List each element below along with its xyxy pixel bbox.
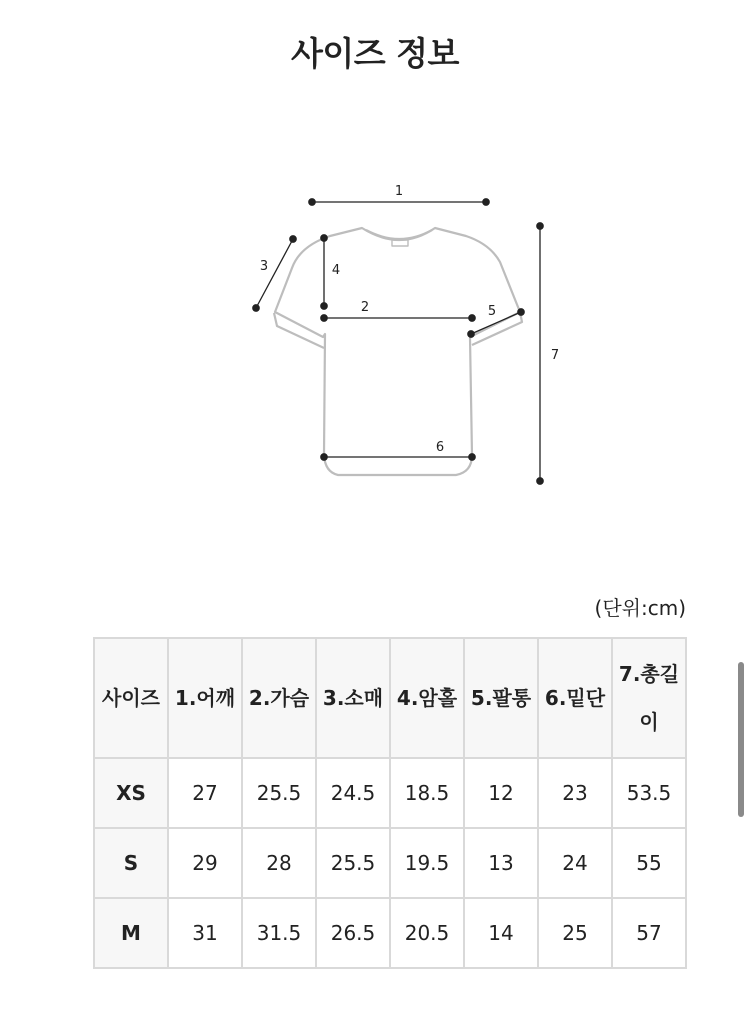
table-cell: 20.5	[390, 898, 464, 968]
table-cell: 23	[538, 758, 612, 828]
table-cell: 25.5	[242, 758, 316, 828]
page-title: 사이즈 정보	[291, 34, 459, 73]
header-sleeve: 3.소매	[316, 638, 390, 758]
header-total-length: 7.총길이	[612, 638, 686, 758]
table-cell: 25.5	[316, 828, 390, 898]
table-row	[94, 758, 686, 828]
table-cell: 53.5	[612, 758, 686, 828]
header-chest: 2.가슴	[242, 638, 316, 758]
scrollbar[interactable]	[738, 662, 744, 817]
unit-note: (단위:cm)	[594, 596, 686, 620]
table-cell: 28	[242, 828, 316, 898]
header-armhole: 4.암홀	[390, 638, 464, 758]
table-row	[94, 828, 686, 898]
measure-label-7: 7	[550, 348, 560, 363]
table-cell: 31	[168, 898, 242, 968]
header-hem: 6.밑단	[538, 638, 612, 758]
table-cell: 27	[168, 758, 242, 828]
table-header-row	[94, 638, 686, 758]
measure-label-5: 5	[487, 304, 497, 319]
measure-label-2: 2	[360, 300, 370, 315]
measure-label-1: 1	[394, 184, 404, 199]
table-cell: 14	[464, 898, 538, 968]
tshirt-outline-icon	[274, 228, 522, 475]
measure-lines	[253, 199, 543, 484]
header-shoulder: 1.어깨	[168, 638, 242, 758]
measure-label-4: 4	[331, 263, 341, 278]
row-size-name: M	[94, 898, 168, 968]
table-cell: 26.5	[316, 898, 390, 968]
table-cell: 25	[538, 898, 612, 968]
header-arm-width: 5.팔통	[464, 638, 538, 758]
table-cell: 13	[464, 828, 538, 898]
measure-label-6: 6	[435, 440, 445, 455]
row-size-name: S	[94, 828, 168, 898]
table-cell: 12	[464, 758, 538, 828]
table-row	[94, 898, 686, 968]
table-cell: 29	[168, 828, 242, 898]
table-cell: 57	[612, 898, 686, 968]
table-cell: 24.5	[316, 758, 390, 828]
table-cell: 31.5	[242, 898, 316, 968]
table-cell: 24	[538, 828, 612, 898]
row-size-name: XS	[94, 758, 168, 828]
measure-label-3: 3	[259, 259, 269, 274]
table-cell: 18.5	[390, 758, 464, 828]
header-size: 사이즈	[94, 638, 168, 758]
table-cell: 19.5	[390, 828, 464, 898]
table-cell: 55	[612, 828, 686, 898]
size-table	[93, 637, 687, 969]
